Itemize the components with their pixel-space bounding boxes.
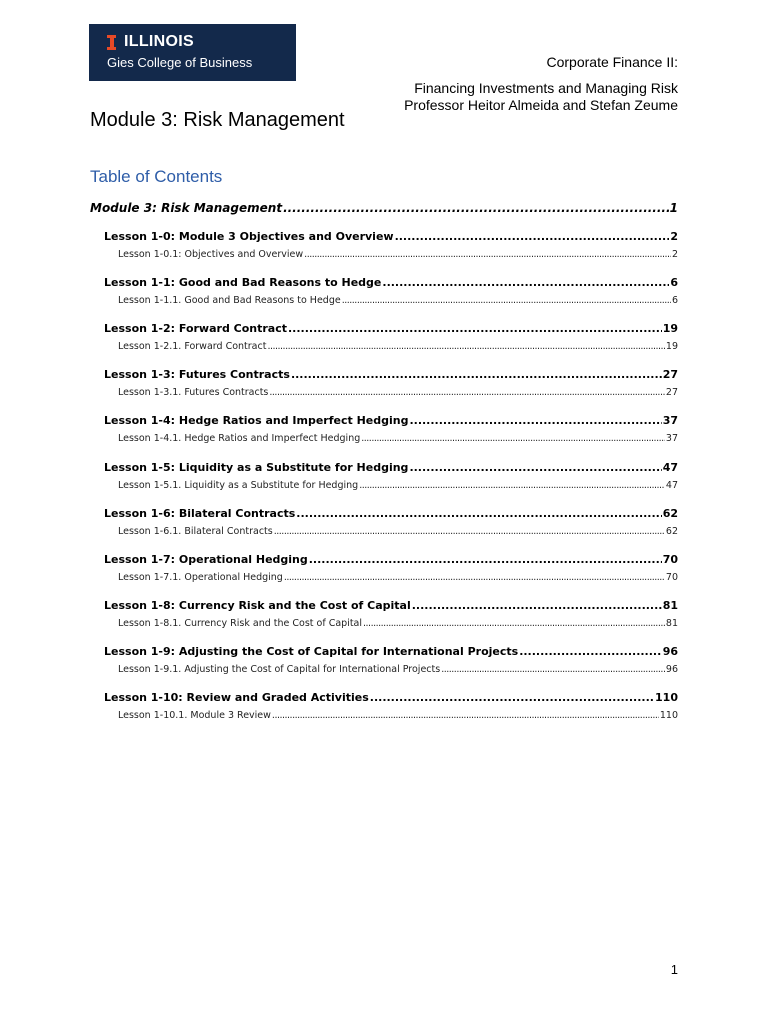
- toc-entry-page: 110: [655, 691, 678, 704]
- dot-leader: [409, 461, 661, 474]
- dot-leader: [309, 553, 662, 566]
- dot-leader: [296, 507, 661, 520]
- toc-entry-sublesson[interactable]: [118, 572, 678, 583]
- toc-entry-title: Lesson 1-8.1. Currency Risk and the Cost of Capital: [118, 617, 363, 629]
- toc-entry-page: 70: [665, 571, 678, 583]
- toc-entry-title: Lesson 1-3.1. Futures Contracts: [118, 387, 269, 399]
- toc-entry-page: 37: [665, 433, 678, 445]
- toc-entry-lesson[interactable]: [104, 599, 678, 612]
- toc-entry-page: 47: [662, 460, 678, 474]
- toc-entry-title: Lesson 1-4.1. Hedge Ratios and Imperfect Hedging: [118, 433, 361, 445]
- toc-entry-lesson[interactable]: [104, 553, 678, 566]
- toc-entry-title: Lesson 1-6: Bilateral Contracts: [104, 506, 296, 520]
- toc-entry-title: Lesson 1-3: Futures Contracts: [104, 368, 290, 382]
- toc-entry-title: Lesson 1-7.1. Operational Hedging: [118, 571, 283, 583]
- toc-entry-sublesson[interactable]: [118, 341, 678, 352]
- toc-entry-sublesson[interactable]: [118, 387, 678, 398]
- toc-entry-page: 19: [665, 341, 678, 353]
- toc-entry-title: Lesson 1-9: Adjusting the Cost of Capital for International Projects: [104, 644, 519, 658]
- toc-entry-page: 27: [665, 387, 678, 399]
- toc-entry-lesson[interactable]: [104, 414, 678, 427]
- block-i-icon: [107, 35, 116, 50]
- professors: Professor Heitor Almeida and Stefan Zeume: [404, 97, 678, 113]
- toc-entry-page: 2: [671, 249, 678, 260]
- toc-entry-lesson[interactable]: [104, 276, 678, 289]
- toc-entry-title: Lesson 1-7: Operational Hedging: [104, 552, 308, 566]
- toc-entry-lesson[interactable]: [104, 691, 678, 704]
- logo-subtitle: Gies College of Business: [107, 55, 253, 70]
- dot-leader: [382, 276, 669, 289]
- toc-heading: Table of Contents: [90, 167, 223, 186]
- toc-entry-page: 70: [662, 552, 678, 566]
- dot-leader: [409, 414, 661, 427]
- toc-entry-page: 37: [662, 414, 678, 428]
- toc-entry-sublesson[interactable]: [118, 526, 678, 537]
- dot-leader: [370, 691, 654, 704]
- toc-entry-lesson[interactable]: [104, 645, 678, 658]
- toc-entry-page: 19: [662, 322, 678, 336]
- toc-entry-title: Lesson 1-0.1: Objectives and Overview: [118, 249, 304, 260]
- toc-entry-page: 96: [665, 663, 678, 675]
- course-title: Corporate Finance II:: [546, 54, 678, 70]
- dot-leader: [267, 341, 664, 352]
- dot-leader: [363, 618, 665, 629]
- dot-leader: [359, 480, 665, 491]
- toc-entry-sublesson[interactable]: [118, 295, 678, 306]
- dot-leader: [269, 387, 665, 398]
- course-subtitle: Financing Investments and Managing Risk: [414, 80, 678, 96]
- toc-entry-lesson[interactable]: [104, 230, 678, 243]
- dot-leader: [288, 322, 662, 335]
- dot-leader: [412, 599, 662, 612]
- toc-entry-page: 62: [662, 506, 678, 520]
- dot-leader: [361, 433, 665, 444]
- toc-entry-page: 2: [670, 230, 678, 243]
- toc-entry-sublesson[interactable]: [118, 618, 678, 629]
- toc-entry-page: 81: [662, 598, 678, 612]
- toc-entry-module[interactable]: [90, 201, 678, 215]
- toc-entry-title: Lesson 1-2: Forward Contract: [104, 322, 287, 336]
- dot-leader: [291, 368, 662, 381]
- toc-entry-page: 81: [665, 617, 678, 629]
- dot-leader: [272, 710, 659, 721]
- toc-entry-title: Lesson 1-2.1. Forward Contract: [118, 341, 267, 353]
- toc-entry-sublesson[interactable]: [118, 664, 678, 675]
- dot-leader: [395, 230, 670, 243]
- toc-entry-title: Lesson 1-5: Liquidity as a Substitute for Hedging: [104, 460, 409, 474]
- toc-entry-title: Lesson 1-5.1. Liquidity as a Substitute for Hedging: [118, 479, 359, 491]
- dot-leader: [304, 249, 671, 260]
- toc-entry-page: 96: [662, 644, 678, 658]
- toc-entry-sublesson[interactable]: [118, 710, 678, 721]
- illinois-gies-logo: [89, 24, 296, 81]
- toc-entry-sublesson[interactable]: [118, 480, 678, 491]
- toc-entry-title: Lesson 1-10.1. Module 3 Review: [118, 710, 271, 721]
- toc-entry-lesson[interactable]: [104, 322, 678, 335]
- toc-entry-title: Lesson 1-1: Good and Bad Reasons to Hedge: [104, 276, 382, 290]
- toc-entry-title: Lesson 1-4: Hedge Ratios and Imperfect Hedging: [104, 414, 409, 428]
- toc-entry-title: Lesson 1-0: Module 3 Objectives and Overview: [104, 230, 394, 243]
- toc-entry-page: 27: [662, 368, 678, 382]
- toc-entry-sublesson[interactable]: [118, 433, 678, 444]
- toc-entry-page: 62: [665, 525, 678, 537]
- toc-entry-title: Lesson 1-6.1. Bilateral Contracts: [118, 525, 273, 537]
- toc-entry-sublesson[interactable]: [118, 249, 678, 260]
- dot-leader: [284, 572, 665, 583]
- toc-entry-title: Lesson 1-9.1. Adjusting the Cost of Capital for International Projects: [118, 663, 441, 675]
- dot-leader: [342, 295, 671, 306]
- toc-entry-lesson[interactable]: [104, 507, 678, 520]
- toc-entry-lesson[interactable]: [104, 368, 678, 381]
- toc-entry-page: 110: [659, 710, 678, 721]
- page-title: Module 3: Risk Management: [90, 109, 345, 131]
- course-header: [404, 54, 678, 114]
- page-number: 1: [670, 962, 678, 977]
- toc-entry-page: 1: [669, 201, 678, 215]
- toc-entry-title: Lesson 1-8: Currency Risk and the Cost of Capital: [104, 598, 411, 612]
- toc-entry-title: Module 3: Risk Management: [90, 201, 283, 215]
- toc-entry-page: 47: [665, 479, 678, 491]
- dot-leader: [274, 526, 665, 537]
- toc-entry-lesson[interactable]: [104, 461, 678, 474]
- toc-entry-page: 6: [671, 295, 678, 307]
- dot-leader: [283, 201, 669, 215]
- dot-leader: [441, 664, 665, 675]
- toc-entry-title: Lesson 1-10: Review and Graded Activities: [104, 691, 369, 704]
- logo-name: ILLINOIS: [124, 33, 194, 50]
- toc-entry-title: Lesson 1-1.1. Good and Bad Reasons to Hedge: [118, 295, 341, 307]
- dot-leader: [519, 645, 662, 658]
- toc-entry-page: 6: [670, 276, 678, 290]
